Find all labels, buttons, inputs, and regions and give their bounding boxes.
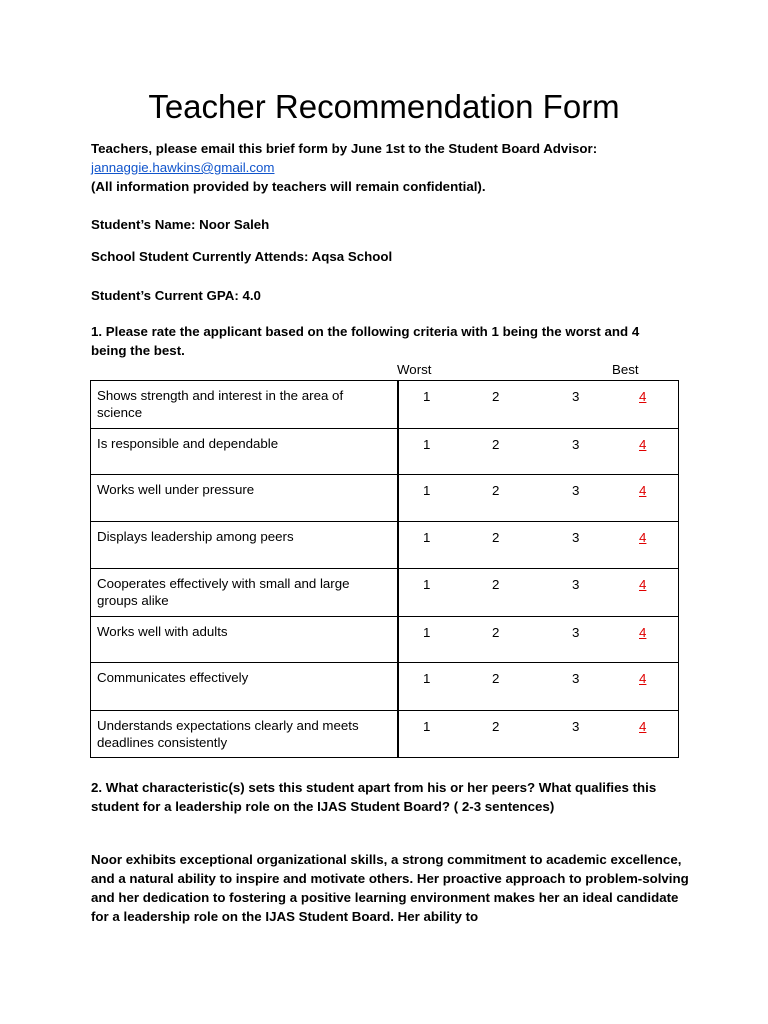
rating-option-4[interactable]: 4 [639,483,647,498]
rating-option-2[interactable]: 2 [492,530,500,545]
rating-row [91,522,679,569]
rating-row [91,381,679,429]
rating-option-1[interactable]: 1 [423,389,431,404]
rating-option-1[interactable]: 1 [423,437,431,452]
rating-option-4[interactable]: 4 [639,719,647,734]
question-1-line-1: 1. Please rate the applicant based on the following criteria with 1 being the worst and 4 [91,324,640,339]
rating-options [398,617,679,663]
rating-option-3[interactable]: 3 [572,437,580,452]
confidential-note: (All information provided by teachers will remain confidential). [91,179,486,194]
criterion-label: Understands expectations clearly and meets deadlines consistently [91,711,399,758]
rating-row [91,617,679,663]
rating-row [91,663,679,711]
rating-option-3[interactable]: 3 [572,625,580,640]
student-gpa: Student’s Current GPA: 4.0 [91,288,261,303]
criterion-label: Shows strength and interest in the area of science [91,381,399,429]
rating-table [90,380,679,758]
rating-option-1[interactable]: 1 [423,671,431,686]
rating-option-2[interactable]: 2 [492,577,500,592]
rating-option-1[interactable]: 1 [423,577,431,592]
rating-option-3[interactable]: 3 [572,671,580,686]
question-2: 2. What characteristic(s) sets this student apart from his or her peers? What qualifies this student for a leadership role on the IJAS Student Board? ( 2-3 sentences) [91,780,657,814]
rating-option-1[interactable]: 1 [423,719,431,734]
rating-option-2[interactable]: 2 [492,625,500,640]
rating-option-1[interactable]: 1 [423,530,431,545]
email-instruction: Teachers, please email this brief form by June 1st to the Student Board Advisor: [91,141,598,156]
criterion-label: Is responsible and dependable [91,429,399,475]
best-label: Best [612,362,639,377]
rating-options [398,711,679,758]
rating-row [91,711,679,758]
rating-option-1[interactable]: 1 [423,625,431,640]
rating-option-2[interactable]: 2 [492,437,500,452]
rating-row [91,475,679,522]
rating-option-3[interactable]: 3 [572,577,580,592]
criterion-label: Works well under pressure [91,475,399,522]
rating-option-3[interactable]: 3 [572,483,580,498]
rating-options [398,381,679,429]
criterion-label: Works well with adults [91,617,399,663]
rating-option-4[interactable]: 4 [639,389,647,404]
criterion-label: Displays leadership among peers [91,522,399,569]
rating-options [398,663,679,711]
criterion-label: Cooperates effectively with small and large groups alike [91,569,399,617]
rating-option-3[interactable]: 3 [572,530,580,545]
rating-option-4[interactable]: 4 [639,625,647,640]
rating-options [398,475,679,522]
rating-option-1[interactable]: 1 [423,483,431,498]
question-1-line-2: being the best. [91,343,185,358]
rating-options [398,429,679,475]
rating-option-2[interactable]: 2 [492,483,500,498]
rating-option-4[interactable]: 4 [639,530,647,545]
rating-option-2[interactable]: 2 [492,671,500,686]
criterion-label: Communicates effectively [91,663,399,711]
rating-option-4[interactable]: 4 [639,671,647,686]
student-name: Student’s Name: Noor Saleh [91,217,270,232]
worst-label: Worst [397,362,432,377]
advisor-email-link[interactable]: jannaggie.hawkins@gmail.com [91,160,275,175]
rating-row [91,569,679,617]
rating-option-2[interactable]: 2 [492,389,500,404]
rating-options [398,569,679,617]
rating-option-3[interactable]: 3 [572,389,580,404]
rating-option-2[interactable]: 2 [492,719,500,734]
rating-option-3[interactable]: 3 [572,719,580,734]
rating-row [91,429,679,475]
rating-option-4[interactable]: 4 [639,437,647,452]
answer-text: Noor exhibits exceptional organizational skills, a strong commitment to academic excellence, and a natural ability to inspire and motivate others. Her proactive approach to problem-solving and her dedication to fostering a positive learning environment makes her an ideal candidate for a leadership role on the IJAS Student Board. Her ability to [91,852,689,924]
student-school: School Student Currently Attends: Aqsa School [91,249,393,264]
rating-option-4[interactable]: 4 [639,577,647,592]
page-title: Teacher Recommendation Form [148,88,620,125]
rating-options [398,522,679,569]
